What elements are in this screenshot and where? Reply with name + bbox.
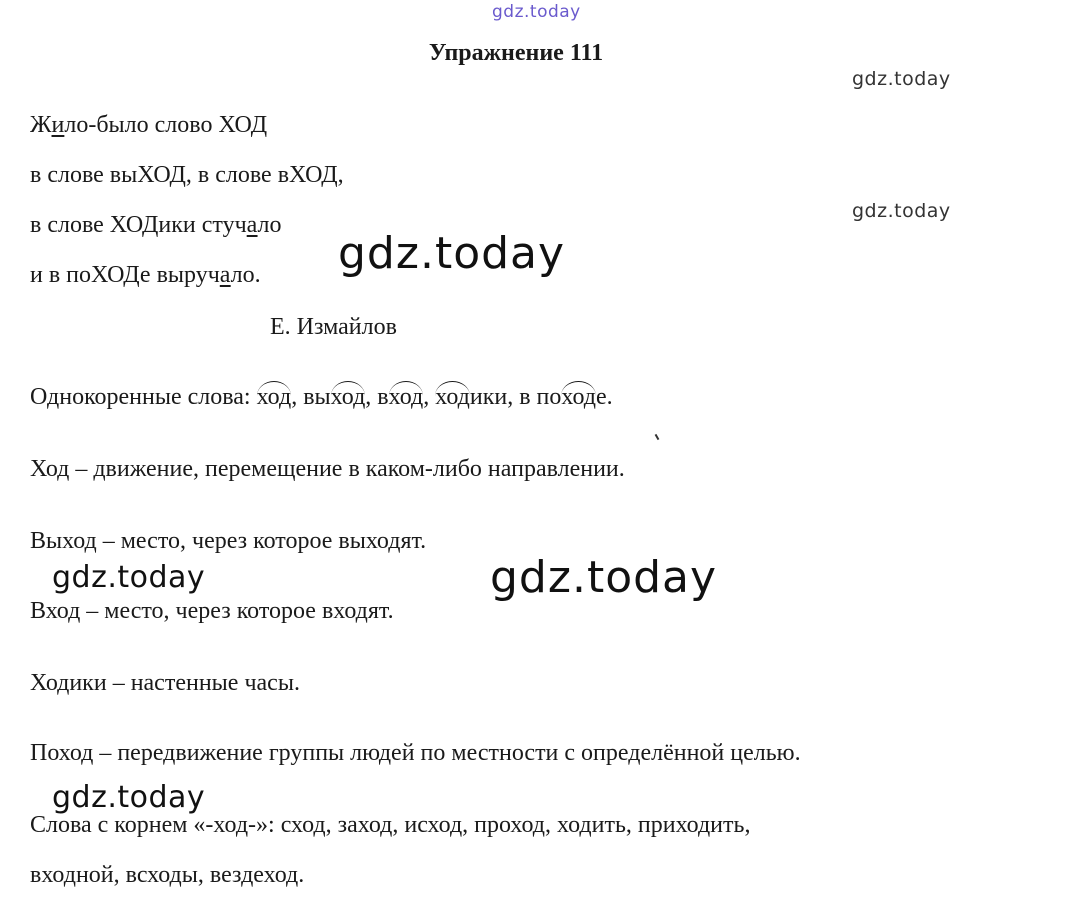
root-mark: ход bbox=[388, 384, 424, 410]
exercise-title: Упражнение 111 bbox=[428, 40, 604, 66]
poem-line-3: в слове ХОДики стучало bbox=[30, 212, 282, 238]
root-mark: ход bbox=[561, 384, 596, 410]
poem-line-4: и в поХОДе выручало. bbox=[30, 262, 261, 288]
definition-hod: Ход – движение, перемещение в каком-либо направлении. bbox=[30, 456, 625, 482]
root-words-line-1: Слова с корнем «-ход-»: сход, заход, исход, проход, ходить, приходить, bbox=[30, 812, 751, 838]
definition-vhod: Вход – место, через которое входят. bbox=[30, 598, 394, 624]
poem-line-2: в слове выХОД, в слове вХОД, bbox=[30, 162, 344, 188]
poem-line-1: Жило-было слово ХОД bbox=[30, 112, 268, 138]
watermark-center-mid: gdz.today bbox=[490, 552, 718, 603]
watermark-left-mid: gdz.today bbox=[52, 560, 206, 595]
watermark-poem: gdz.today bbox=[338, 228, 566, 279]
definition-vyhod: Выход – место, через которое выходят. bbox=[30, 528, 427, 554]
root-mark: ход bbox=[330, 384, 366, 410]
watermark-right-1: gdz.today bbox=[852, 68, 951, 90]
definition-pohod: Поход – передвижение группы людей по местности с определённой целью. bbox=[30, 740, 801, 766]
cognates-line: Однокоренные слова: ход, выход, вход, ходики, в походе. bbox=[30, 384, 613, 410]
watermark-top: gdz.today bbox=[492, 2, 581, 22]
watermark-right-2: gdz.today bbox=[852, 200, 951, 222]
definition-hodiki: Ходики – настенные часы. bbox=[30, 670, 300, 696]
root-words-line-2: входной, всходы, вездеход. bbox=[30, 862, 305, 888]
poem-author: Е. Измайлов bbox=[270, 314, 397, 340]
watermark-left-bottom: gdz.today bbox=[52, 780, 206, 815]
root-mark: ход bbox=[256, 384, 292, 410]
scan-speck bbox=[655, 434, 660, 440]
root-mark: ход bbox=[435, 384, 470, 410]
